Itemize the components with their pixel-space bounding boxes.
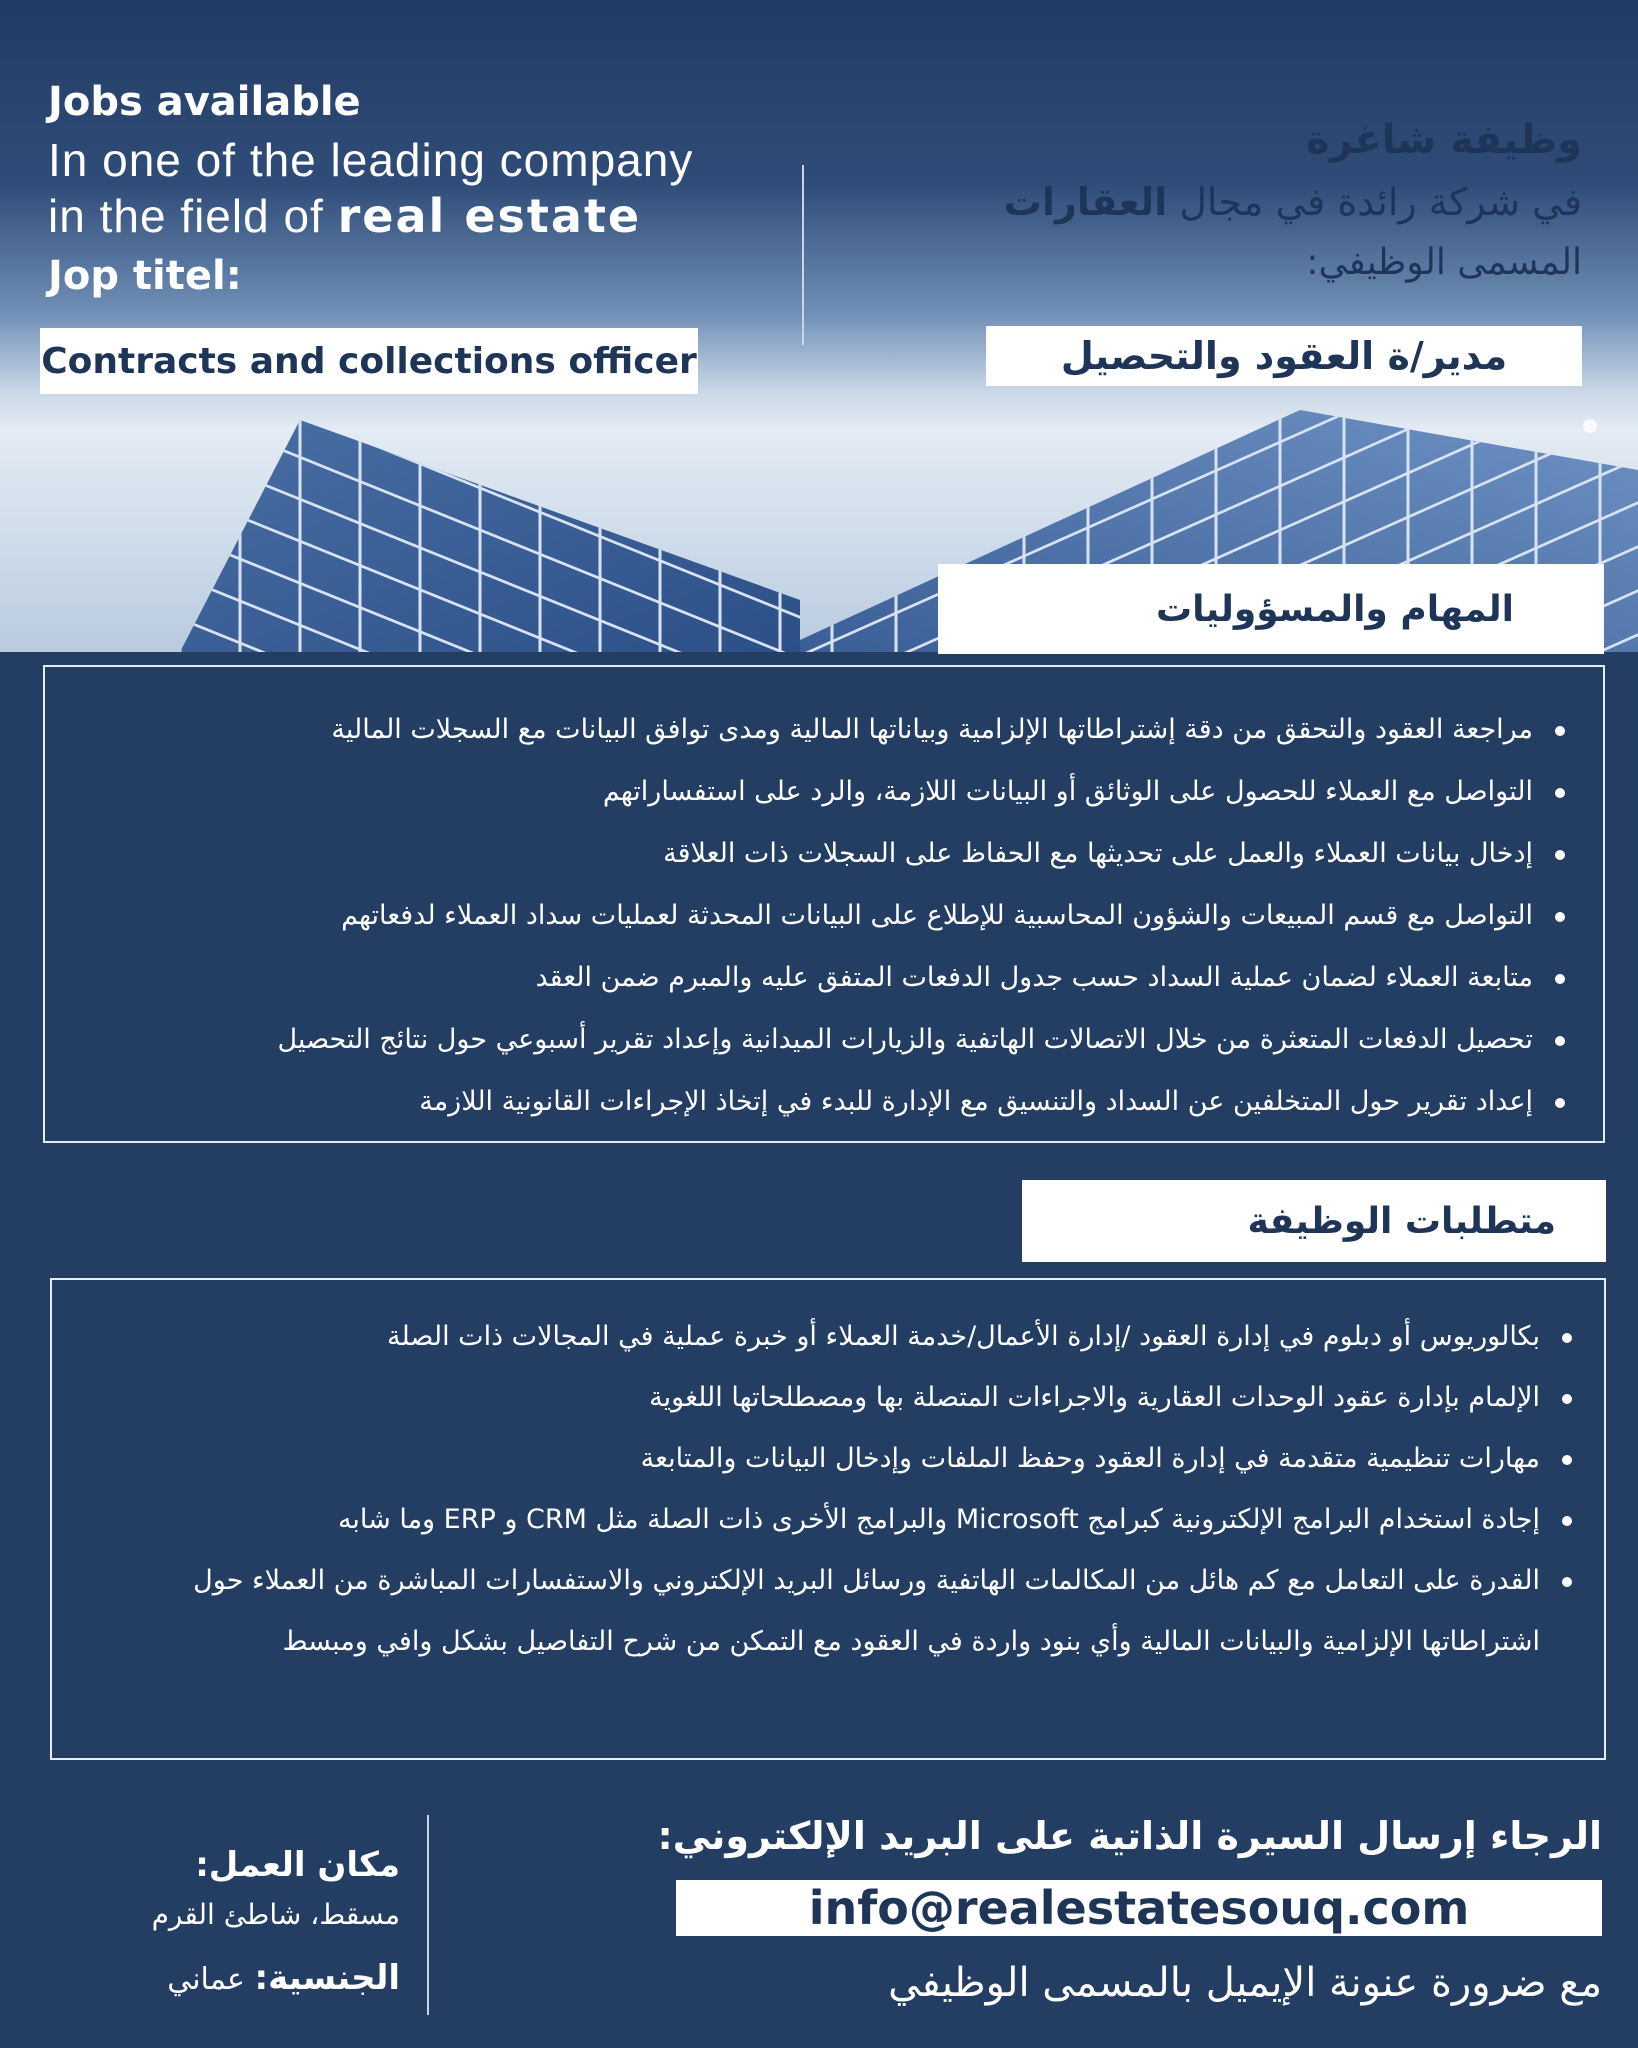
arabic-vacancy: وظيفة شاغرة [1305, 117, 1582, 163]
hero-banner [0, 0, 1638, 652]
list-item: إجادة استخدام البرامج الإلكترونية كبرامج Microsoft والبرامج الأخرى ذات الصلة مثل CRM و ERP وما شابه [82, 1489, 1578, 1550]
list-item: القدرة على التعامل مع كم هائل من المكالمات الهاتفية ورسائل البريد الإلكتروني والاستفسارات المباشرة من العملاء حول اشتراطاتها الإلزامية والبيانات المالية وأي بنود واردة في العقود مع التمكن من شرح التفاصيل بشكل وافي ومبسط [82, 1550, 1578, 1672]
footer-divider [427, 1815, 429, 2015]
tasks-list-box [43, 665, 1605, 1143]
english-intro [48, 72, 748, 306]
tasks-heading: المهام والمسؤوليات [938, 564, 1604, 654]
english-job-title-label: Jop titel: [48, 253, 242, 299]
nationality-value: عماني [167, 1962, 245, 1997]
send-cv-instruction: الرجاء إرسال السيرة الذاتية على البريد الإلكتروني: [657, 1814, 1602, 1858]
list-item: تحصيل الدفعات المتعثرة من خلال الاتصالات الهاتفية والزيارات الميدانية وإعداد تقرير أسبوعي حول نتائج التحصيل [75, 1009, 1571, 1071]
workplace-label: مكان العمل: [195, 1845, 400, 1885]
arabic-company-line: في شركة رائدة في مجال العقارات [1003, 180, 1582, 224]
requirements-list-box [50, 1278, 1606, 1760]
nationality-label: الجنسية: [254, 1958, 400, 1998]
english-real-estate: real estate [337, 189, 642, 243]
list-item: متابعة العملاء لضمان عملية السداد حسب جدول الدفعات المتفق عليه والمبرم ضمن العقد [75, 947, 1571, 1009]
email-subject-note: مع ضرورة عنونة الإيميل بالمسمى الوظيفي [888, 1960, 1602, 2006]
hero-divider [802, 165, 804, 345]
requirements-list [82, 1306, 1578, 1672]
list-item: الإلمام بإدارة عقود الوحدات العقارية والاجراءات المتصلة بها ومصطلحاتها اللغوية [82, 1367, 1578, 1428]
workplace-info [60, 1838, 400, 2010]
arabic-real-estate: العقارات [1003, 180, 1168, 224]
arabic-intro [822, 108, 1582, 294]
list-item: مراجعة العقود والتحقق من دقة إشتراطاتها الإلزامية وبياناتها المالية ومدى توافق البيانات مع السجلات المالية [75, 699, 1571, 761]
english-position-box: Contracts and collections officer [40, 328, 698, 394]
english-field-line: in the field of real estate [48, 189, 642, 243]
english-jobs-available: Jobs available [48, 79, 361, 125]
tasks-list [75, 699, 1571, 1133]
english-company-line: In one of the leading company [48, 134, 694, 186]
list-item: إدخال بيانات العملاء والعمل على تحديثها مع الحفاظ على السجلات ذات العلاقة [75, 823, 1571, 885]
nationality-row [60, 1948, 400, 2010]
list-item: التواصل مع قسم المبيعات والشؤون المحاسبية للإطلاع على البيانات المحدثة لعمليات سداد العملاء لدفعاتهم [75, 885, 1571, 947]
list-item: إعداد تقرير حول المتخلفين عن السداد والتنسيق مع الإدارة للبدء في إتخاذ الإجراءات القانونية اللازمة [75, 1071, 1571, 1133]
workplace-value: مسقط، شاطئ القرم [151, 1898, 400, 1931]
arabic-position-box: مدير/ة العقود والتحصيل [986, 326, 1582, 386]
list-item: بكالوريوس أو دبلوم في إدارة العقود /إدارة الأعمال/خدمة العملاء أو خبرة عملية في المجالات ذات الصلة [82, 1306, 1578, 1367]
arabic-job-title-label: المسمى الوظيفي: [1306, 242, 1582, 283]
email-address[interactable]: info@realestatesouq.com [676, 1880, 1602, 1936]
list-item: التواصل مع العملاء للحصول على الوثائق أو البيانات اللازمة، والرد على استفساراتهم [75, 761, 1571, 823]
list-item: مهارات تنظيمية متقدمة في إدارة العقود وحفظ الملفات وإدخال البيانات والمتابعة [82, 1428, 1578, 1489]
requirements-heading: متطلبات الوظيفة [1022, 1180, 1606, 1262]
